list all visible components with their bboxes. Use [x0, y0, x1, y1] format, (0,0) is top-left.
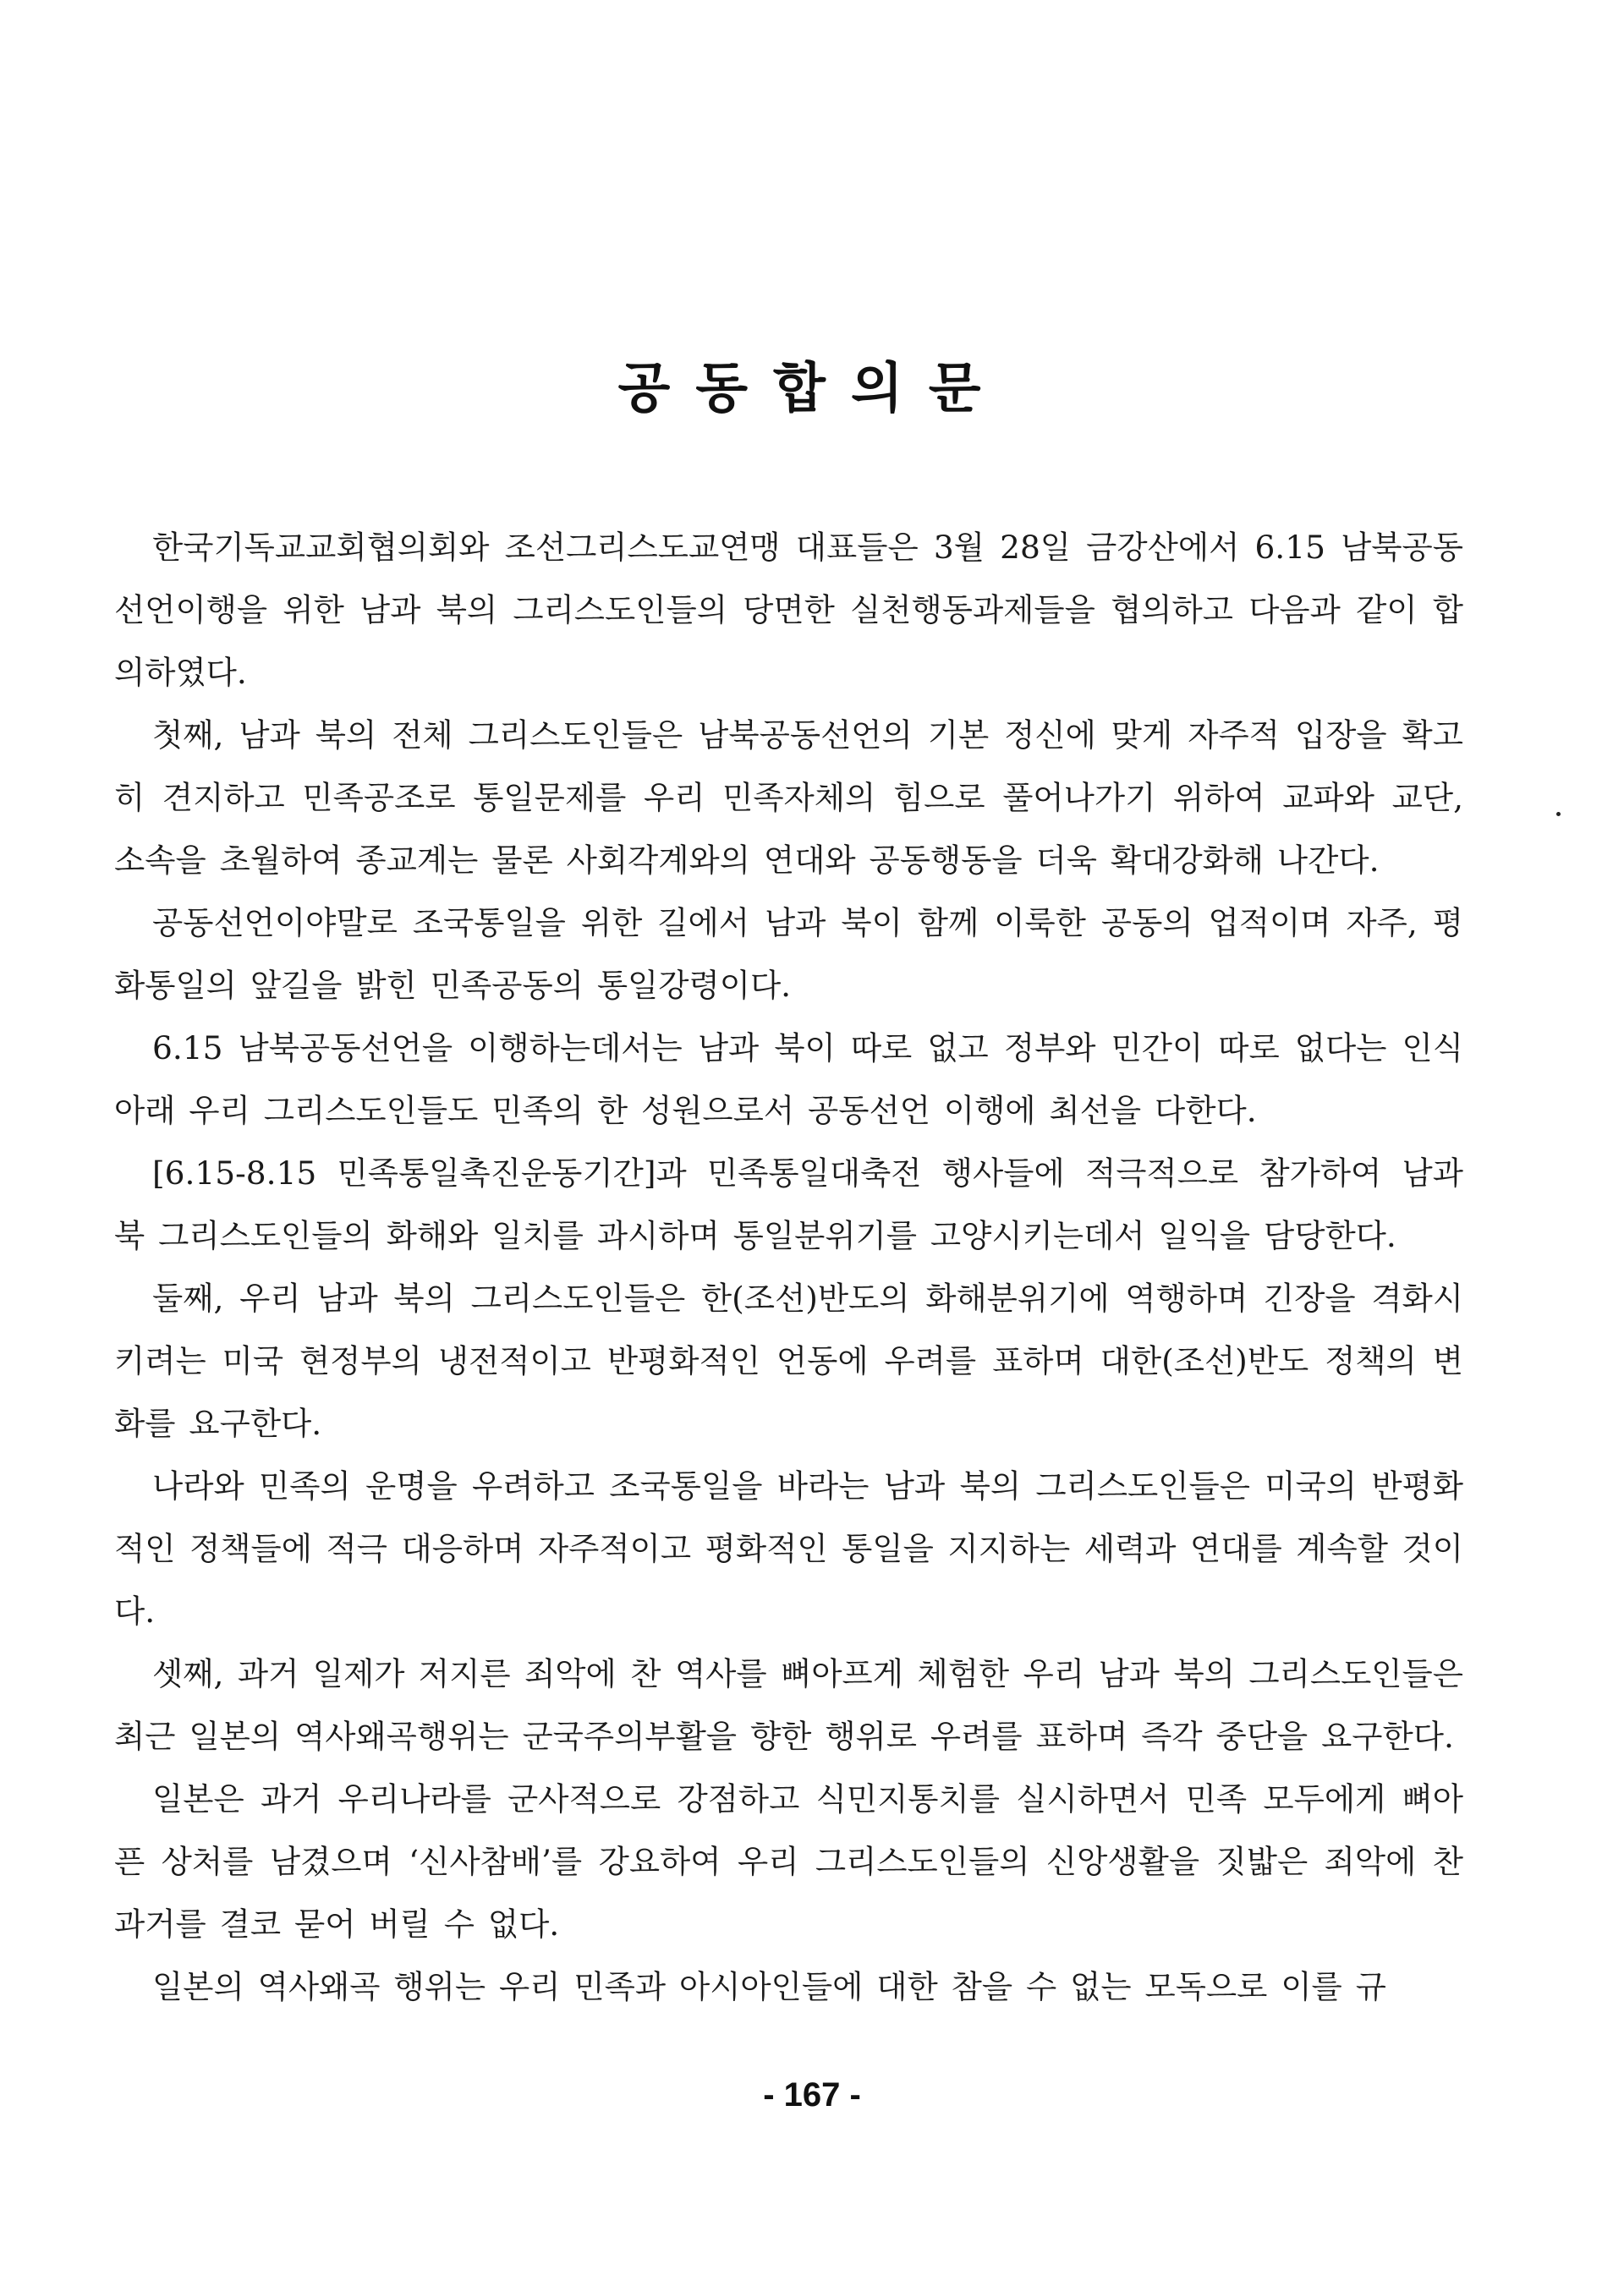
- paragraph: 일본은 과거 우리나라를 군사적으로 강점하고 식민지통치를 실시하면서 민족 모두에게 뼈아픈 상처를 남겼으며 ‘신사참배’를 강요하여 우리 그리스도인들의 신앙생활을 짓밟은 죄악에 찬 과거를 결코 묻어 버릴 수 없다.: [114, 1780, 1463, 1943]
- paragraph-third-point: 셋째, 과거 일제가 저지른 죄악에 찬 역사를 뼈아프게 체험한 우리 남과 북의 그리스도인들은 최근 일본의 역사왜곡행위는 군국주의부활을 향한 행위로 우려를 표하며 즉각 중단을 요구한다.: [114, 1655, 1463, 1755]
- paragraph: 나라와 민족의 운명을 우려하고 조국통일을 바라는 남과 북의 그리스도인들은 미국의 반평화적인 정책들에 적극 대응하며 자주적이고 평화적인 통일을 지지하는 세력과 연대를 계속할 것이다.: [114, 1467, 1463, 1630]
- document-body: [114, 516, 1463, 2018]
- paragraph: 공동선언이야말로 조국통일을 위한 길에서 남과 북이 함께 이룩한 공동의 업적이며 자주, 평화통일의 앞길을 밝힌 민족공동의 통일강령이다.: [114, 904, 1463, 1004]
- paragraph: 일본의 역사왜곡 행위는 우리 민족과 아시아인들에 대한 참을 수 없는 모독으로 이를 규: [152, 1968, 1386, 2005]
- page-number: - 167 -: [763, 2076, 861, 2114]
- document-title: 공동합의문: [617, 357, 1007, 420]
- paragraph: [6.15-8.15 민족통일촉진운동기간]과 민족통일대축전 행사들에 적극적으로 참가하여 남과 북 그리스도인들의 화해와 일치를 과시하며 통일분위기를 고양시키는데서 일익을 담당한다.: [114, 1154, 1463, 1254]
- paragraph: 6.15 남북공동선언을 이행하는데서는 남과 북이 따로 없고 정부와 민간이 따로 없다는 인식 아래 우리 그리스도인들도 민족의 한 성원으로서 공동선언 이행에 최선을 다한다.: [114, 1029, 1463, 1129]
- paragraph-intro: 한국기독교교회협의회와 조선그리스도교연맹 대표들은 3월 28일 금강산에서 6.15 남북공동선언이행을 위한 남과 북의 그리스도인들의 당면한 실천행동과제들을 협의하고 다음과 같이 합의하였다.: [114, 529, 1463, 691]
- paragraph-first-point: 첫째, 남과 북의 전체 그리스도인들은 남북공동선언의 기본 정신에 맞게 자주적 입장을 확고히 견지하고 민족공조로 통일문제를 우리 민족자체의 힘으로 풀어나가기 위하여 교파와 교단, 소속을 초월하여 종교계는 물론 사회각계와의 연대와 공동행동을 더욱 확대강화해 나간다.: [114, 716, 1463, 879]
- scan-speck: [1556, 812, 1561, 816]
- paragraph-second-point: 둘째, 우리 남과 북의 그리스도인들은 한(조선)반도의 화해분위기에 역행하며 긴장을 격화시키려는 미국 현정부의 냉전적이고 반평화적인 언동에 우려를 표하며 대한(조선)반도 정책의 변화를 요구한다.: [114, 1280, 1463, 1442]
